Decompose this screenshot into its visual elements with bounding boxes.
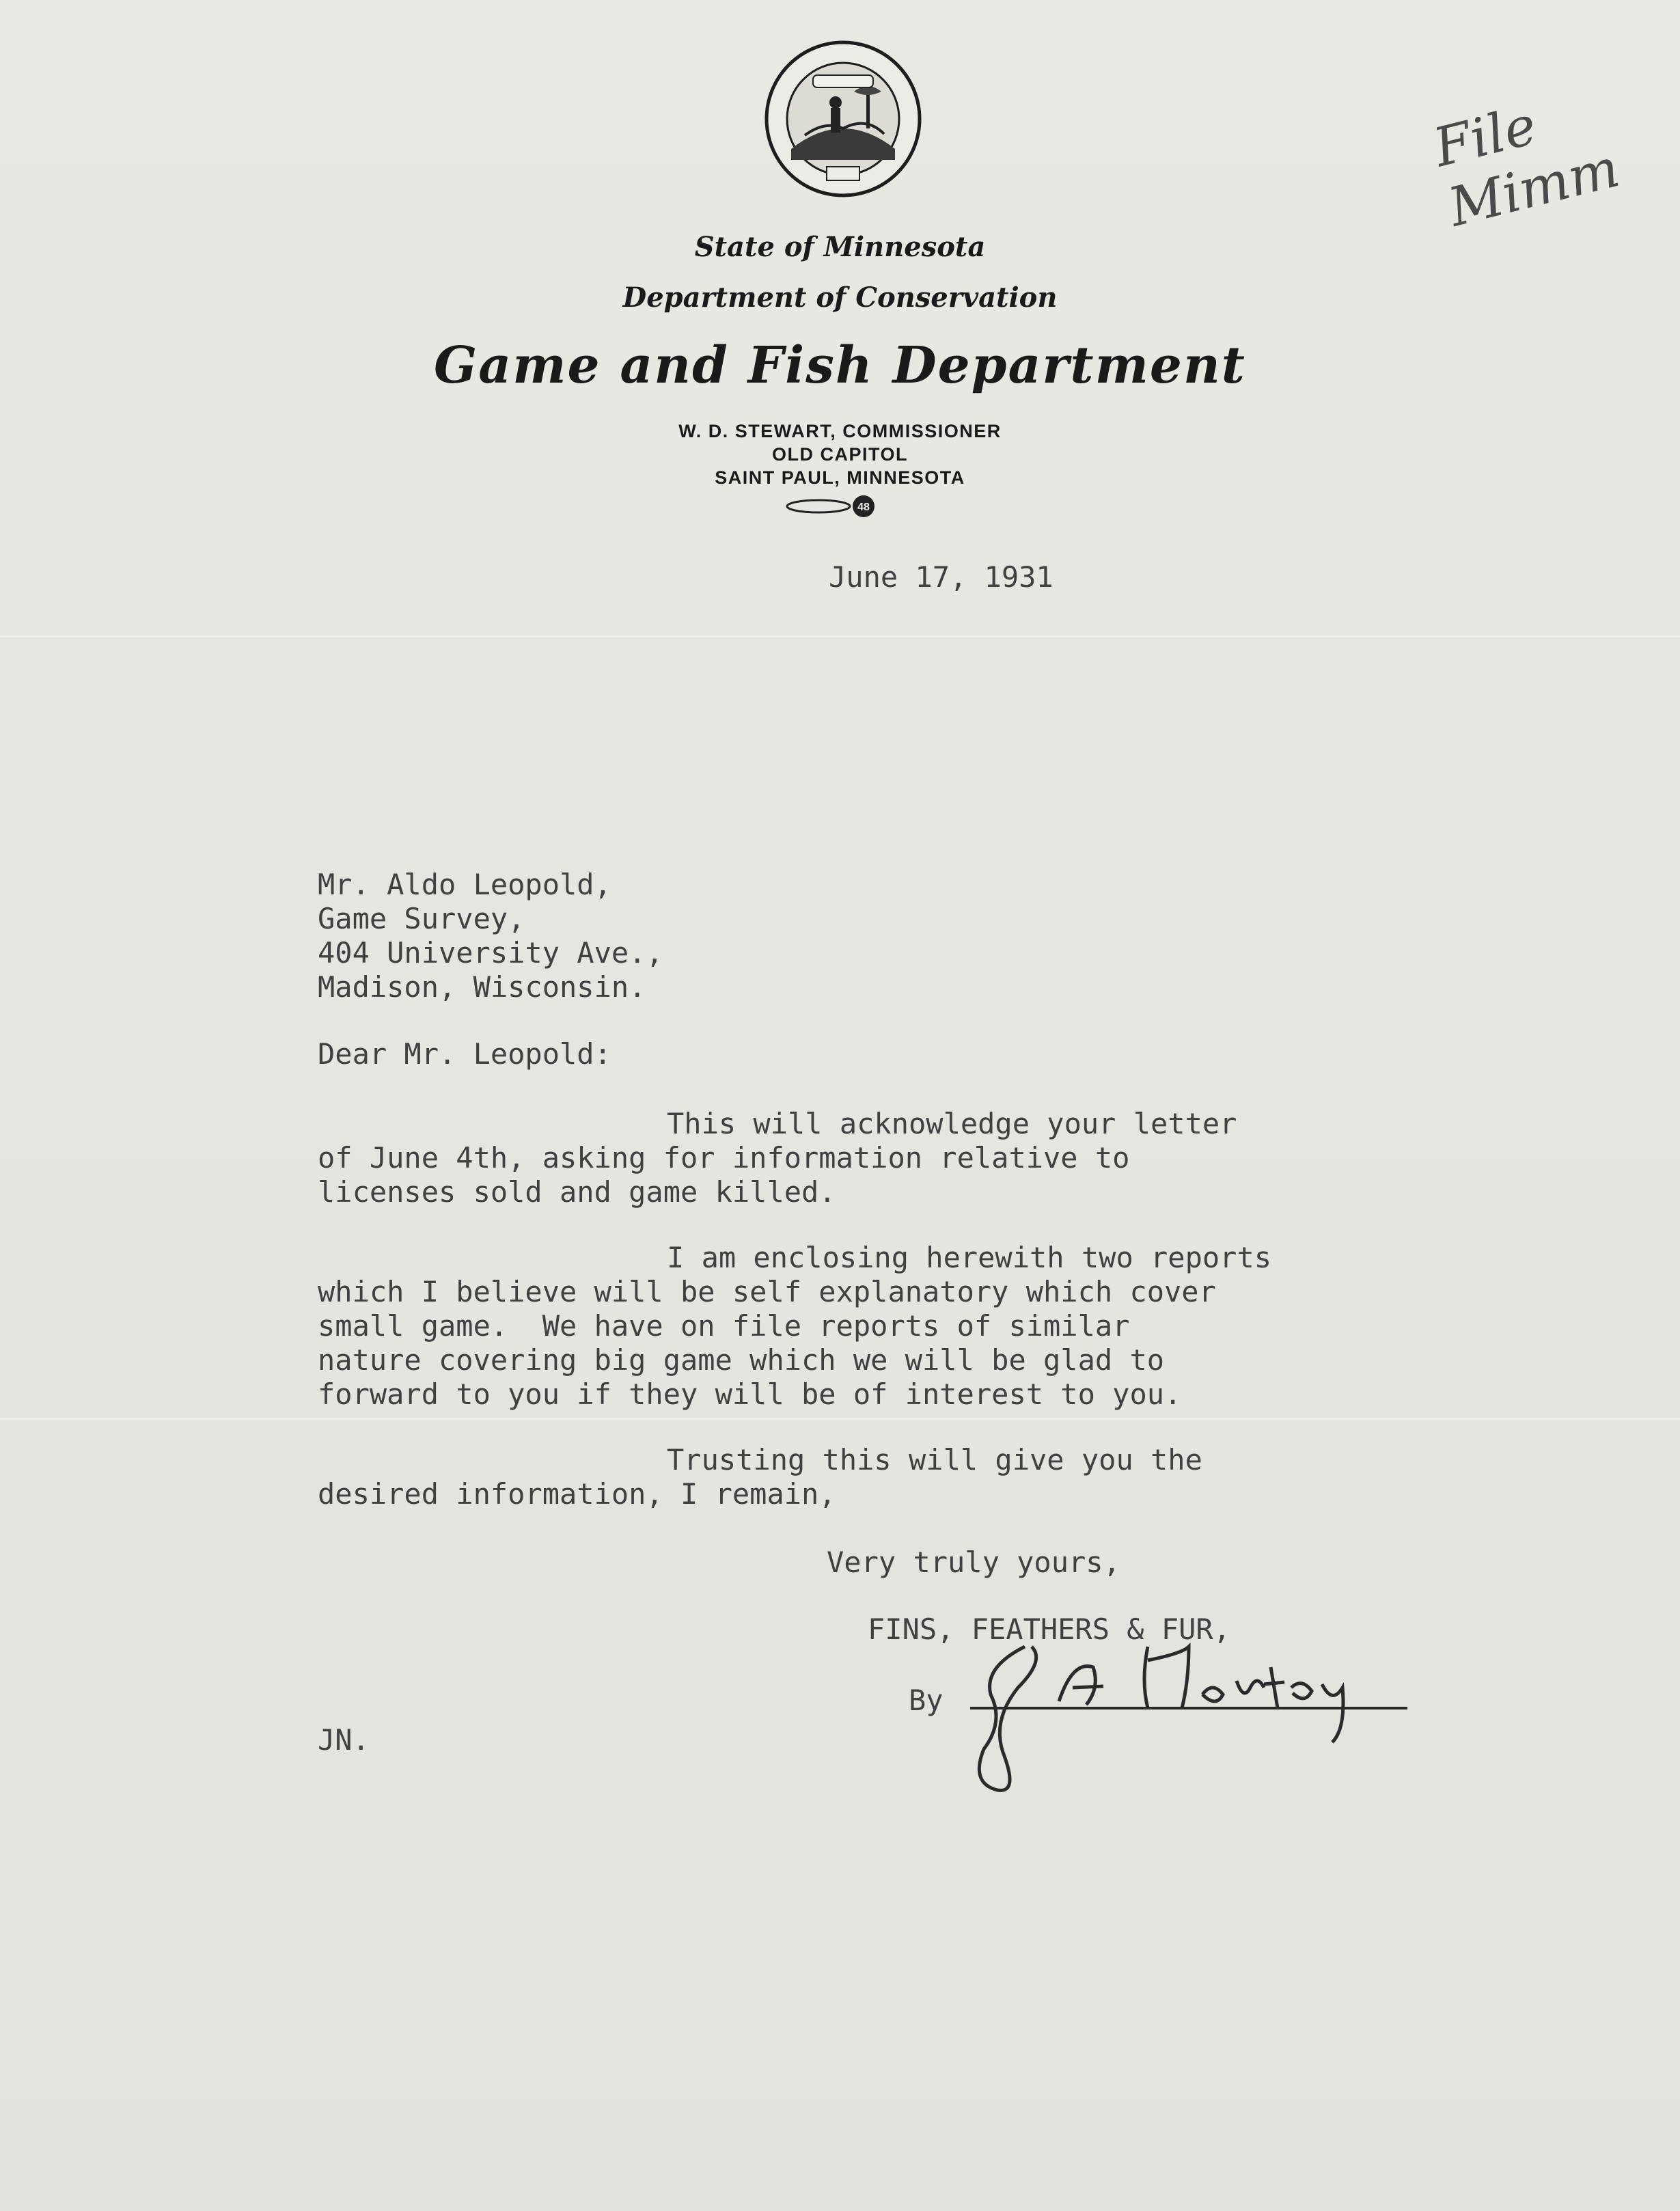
body-line: This will acknowledge your letter [667,1107,1237,1140]
body-line: I am enclosing herewith two reports [667,1241,1272,1274]
letterhead-city: SAINT PAUL, MINNESOTA [715,467,965,488]
handwritten-signature-icon [943,1619,1421,1804]
letterhead-commissioner: W. D. STEWART, COMMISSIONER [678,421,1002,441]
fold-line [0,1418,1680,1420]
state-seal-icon [764,40,922,198]
letterhead-department: Department of Conservation [622,281,1058,314]
union-printer-mark-icon [784,494,877,519]
typist-initials: JN. [318,1723,370,1757]
recipient-line: Madison, Wisconsin. [318,970,646,1004]
closing: Very truly yours, [827,1546,1120,1579]
body-line: of June 4th, asking for information relative to [318,1141,1130,1175]
body-line: licenses sold and game killed. [318,1175,836,1209]
organization-line: FINS, FEATHERS & FUR, [868,1612,1231,1646]
body-line: nature covering big game which we will be glad to [318,1343,1165,1377]
recipient-line: Mr. Aldo Leopold, [318,868,611,901]
body-line: small game. We have on file reports of similar [318,1309,1130,1343]
recipient-line: 404 University Ave., [318,936,663,970]
body-line: desired information, I remain, [318,1477,836,1511]
by-label: By [909,1684,944,1717]
body-line: which I believe will be self explanatory which cover [318,1275,1216,1308]
handwritten-file-note: File Mimm [1428,94,1625,239]
printer-mark-number: 48 [857,502,870,513]
body-line: Trusting this will give you the [667,1443,1202,1477]
recipient-line: Game Survey, [318,902,525,935]
letterhead-state: State of Minnesota [694,231,986,263]
fold-line [0,635,1680,637]
salutation: Dear Mr. Leopold: [318,1037,611,1071]
letter-date: June 17, 1931 [829,560,1054,594]
letterhead-building: OLD CAPITOL [771,444,908,465]
letterhead-division: Game and Fish Department [434,336,1246,395]
body-line: forward to you if they will be of interest to you. [318,1377,1182,1411]
